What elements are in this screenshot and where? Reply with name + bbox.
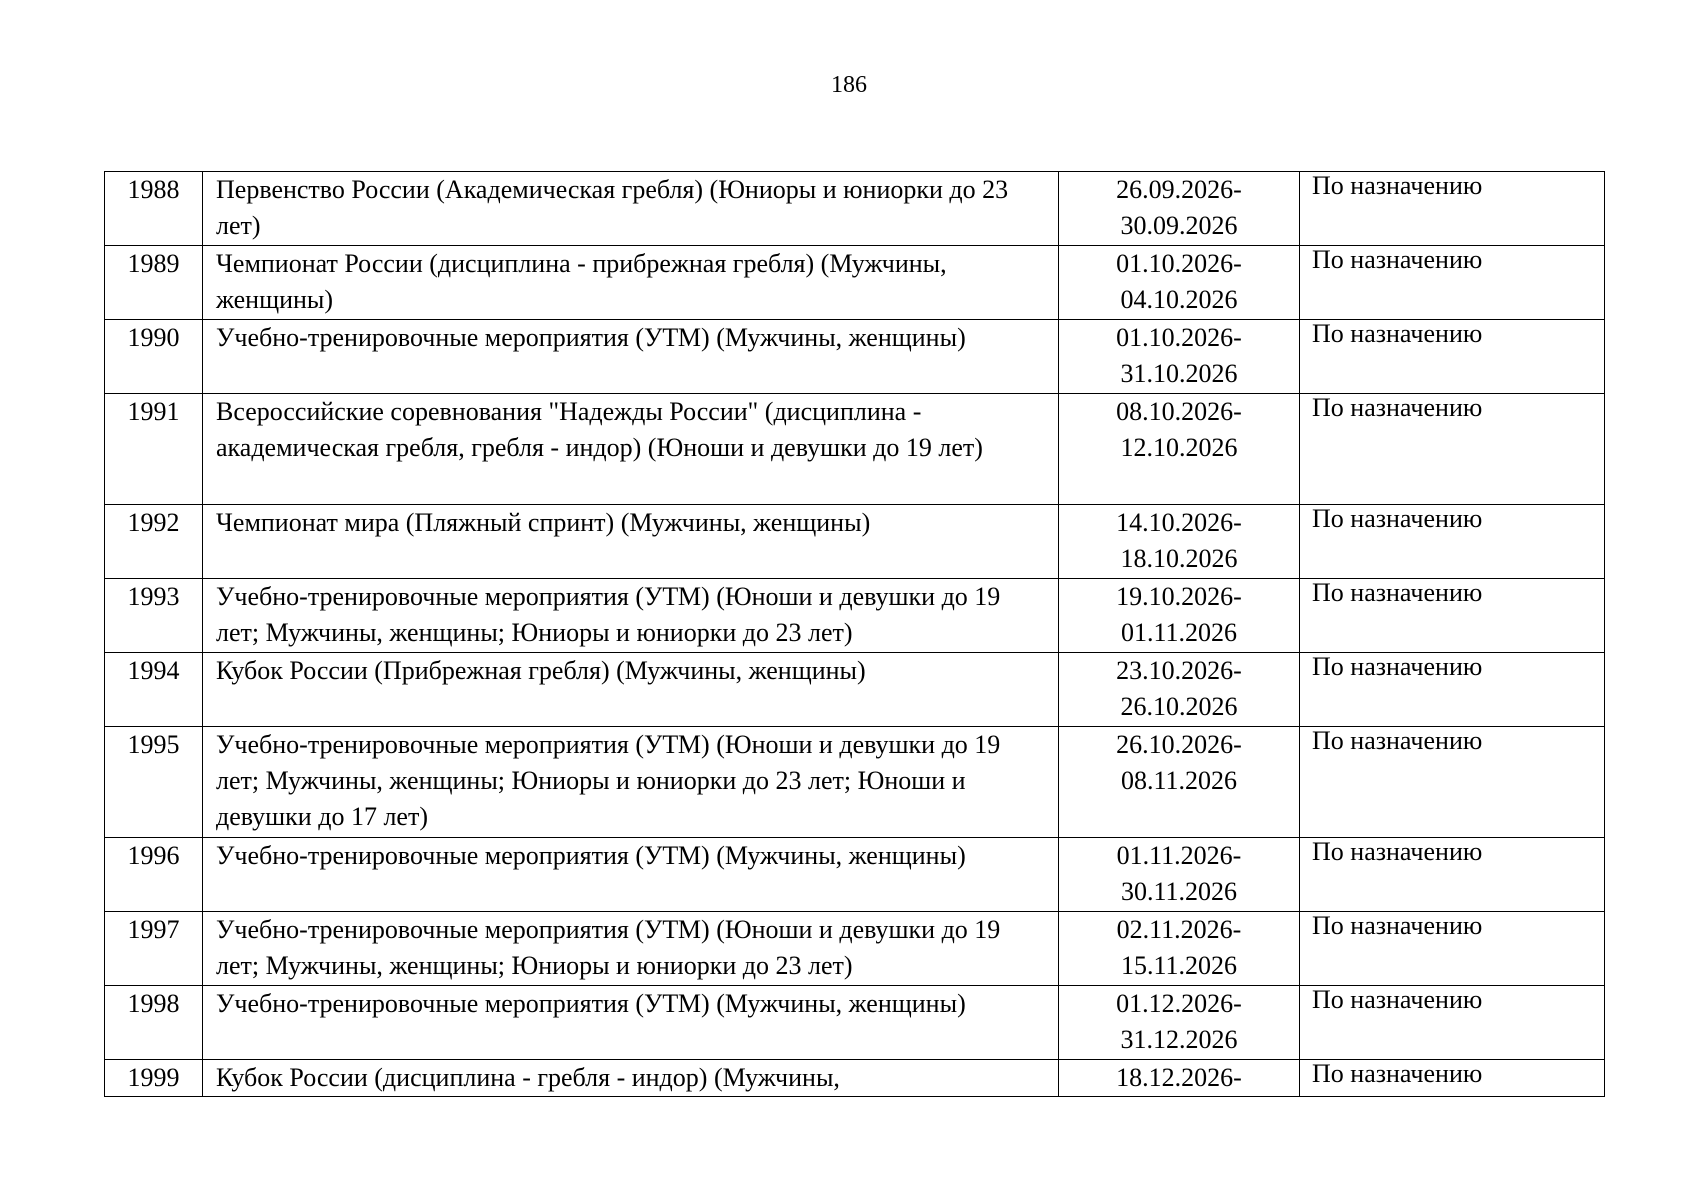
event-dates-cell <box>1059 1060 1300 1097</box>
note-cell <box>1300 838 1605 912</box>
note-text: По назначению <box>1312 171 1483 200</box>
note-text: По назначению <box>1312 837 1483 866</box>
note-text: По назначению <box>1312 911 1483 940</box>
row-number-cell: 1992 <box>105 505 203 579</box>
row-number-cell: 1995 <box>105 727 203 838</box>
note-text: По назначению <box>1312 504 1483 533</box>
event-dates-cell <box>1059 505 1300 579</box>
row-number-cell: 1991 <box>105 394 203 505</box>
event-name-cell: Первенство России (Академическая гребля) (Юниоры и юниорки до 23 лет) <box>203 172 1059 246</box>
table-row <box>105 394 1605 505</box>
row-number-cell: 1993 <box>105 579 203 653</box>
event-dates-cell <box>1059 912 1300 986</box>
date-end: 12.10.2026 <box>1120 433 1238 462</box>
date-start: 08.10.2026- <box>1116 397 1242 426</box>
table-row <box>105 505 1605 579</box>
page-number: 186 <box>831 72 867 98</box>
note-cell <box>1300 394 1605 505</box>
note-cell <box>1300 579 1605 653</box>
event-dates-cell <box>1059 986 1300 1060</box>
table-row <box>105 579 1605 653</box>
date-start: 26.09.2026- <box>1116 175 1242 204</box>
note-cell <box>1300 320 1605 394</box>
table-row <box>105 320 1605 394</box>
event-dates-cell <box>1059 727 1300 838</box>
date-start: 23.10.2026- <box>1116 656 1242 685</box>
date-start: 01.12.2026- <box>1116 989 1242 1018</box>
note-text: По назначению <box>1312 1059 1483 1088</box>
row-number-cell: 1989 <box>105 246 203 320</box>
date-start: 18.12.2026- <box>1116 1063 1242 1092</box>
event-dates-cell <box>1059 653 1300 727</box>
date-start: 01.10.2026- <box>1116 249 1242 278</box>
table-row <box>105 838 1605 912</box>
date-end: 01.11.2026 <box>1120 618 1238 647</box>
note-text: По назначению <box>1312 652 1483 681</box>
note-cell <box>1300 986 1605 1060</box>
events-table <box>104 171 1605 1097</box>
note-cell <box>1300 172 1605 246</box>
date-start: 01.10.2026- <box>1116 323 1242 352</box>
note-cell <box>1300 912 1605 986</box>
event-name-cell: Учебно-тренировочные мероприятия (УТМ) (Мужчины, женщины) <box>203 838 1059 912</box>
event-name-cell: Учебно-тренировочные мероприятия (УТМ) (Мужчины, женщины) <box>203 986 1059 1060</box>
date-end: 30.09.2026 <box>1120 211 1238 240</box>
table-row <box>105 912 1605 986</box>
date-end: 31.12.2026 <box>1120 1025 1238 1054</box>
row-number-cell: 1994 <box>105 653 203 727</box>
date-start: 26.10.2026- <box>1116 730 1242 759</box>
row-number-cell: 1998 <box>105 986 203 1060</box>
row-number-cell: 1999 <box>105 1060 203 1097</box>
date-start: 14.10.2026- <box>1116 508 1242 537</box>
note-text: По назначению <box>1312 393 1483 422</box>
event-name-cell: Кубок России (дисциплина - гребля - индор) (Мужчины, <box>203 1060 1059 1097</box>
note-text: По назначению <box>1312 245 1483 274</box>
table-row <box>105 727 1605 838</box>
note-cell <box>1300 727 1605 838</box>
note-text: По назначению <box>1312 319 1483 348</box>
event-name-cell: Кубок России (Прибрежная гребля) (Мужчины, женщины) <box>203 653 1059 727</box>
date-end: 08.11.2026 <box>1120 766 1238 795</box>
event-name-cell: Учебно-тренировочные мероприятия (УТМ) (Юноши и девушки до 19 лет; Мужчины, женщины; Юниоры и юниорки до 23 лет; Юноши и девушки до 17 лет) <box>203 727 1059 838</box>
table-row <box>105 653 1605 727</box>
date-end: 30.11.2026 <box>1120 877 1238 906</box>
event-name-cell: Учебно-тренировочные мероприятия (УТМ) (Мужчины, женщины) <box>203 320 1059 394</box>
table-row <box>105 986 1605 1060</box>
date-start: 02.11.2026- <box>1116 915 1242 944</box>
row-number-cell: 1988 <box>105 172 203 246</box>
table-row <box>105 246 1605 320</box>
date-end: 26.10.2026 <box>1120 692 1238 721</box>
note-text: По назначению <box>1312 726 1483 755</box>
date-start: 19.10.2026- <box>1116 582 1242 611</box>
note-cell <box>1300 246 1605 320</box>
event-dates-cell <box>1059 838 1300 912</box>
events-table-body <box>105 172 1605 1097</box>
date-end: 31.10.2026 <box>1120 359 1238 388</box>
date-end: 04.10.2026 <box>1120 285 1238 314</box>
event-dates-cell <box>1059 394 1300 505</box>
event-name-cell: Учебно-тренировочные мероприятия (УТМ) (Юноши и девушки до 19 лет; Мужчины, женщины; Юниоры и юниорки до 23 лет) <box>203 579 1059 653</box>
event-dates-cell <box>1059 246 1300 320</box>
event-name-cell: Учебно-тренировочные мероприятия (УТМ) (Юноши и девушки до 19 лет; Мужчины, женщины; Юниоры и юниорки до 23 лет) <box>203 912 1059 986</box>
table-row <box>105 172 1605 246</box>
note-text: По назначению <box>1312 578 1483 607</box>
date-start: 01.11.2026- <box>1116 841 1242 870</box>
row-number-cell: 1997 <box>105 912 203 986</box>
date-end: 15.11.2026 <box>1120 951 1238 980</box>
event-dates-cell <box>1059 579 1300 653</box>
event-dates-cell <box>1059 172 1300 246</box>
event-name-cell: Всероссийские соревнования "Надежды России" (дисциплина - академическая гребля, гребля - индор) (Юноши и девушки до 19 лет) <box>203 394 1059 505</box>
event-name-cell: Чемпионат России (дисциплина - прибрежная гребля) (Мужчины, женщины) <box>203 246 1059 320</box>
date-end: 18.10.2026 <box>1120 544 1238 573</box>
note-cell <box>1300 1060 1605 1097</box>
note-cell <box>1300 505 1605 579</box>
table-row <box>105 1060 1605 1097</box>
row-number-cell: 1996 <box>105 838 203 912</box>
note-text: По назначению <box>1312 985 1483 1014</box>
note-cell <box>1300 653 1605 727</box>
event-dates-cell <box>1059 320 1300 394</box>
event-name-cell: Чемпионат мира (Пляжный спринт) (Мужчины, женщины) <box>203 505 1059 579</box>
row-number-cell: 1990 <box>105 320 203 394</box>
